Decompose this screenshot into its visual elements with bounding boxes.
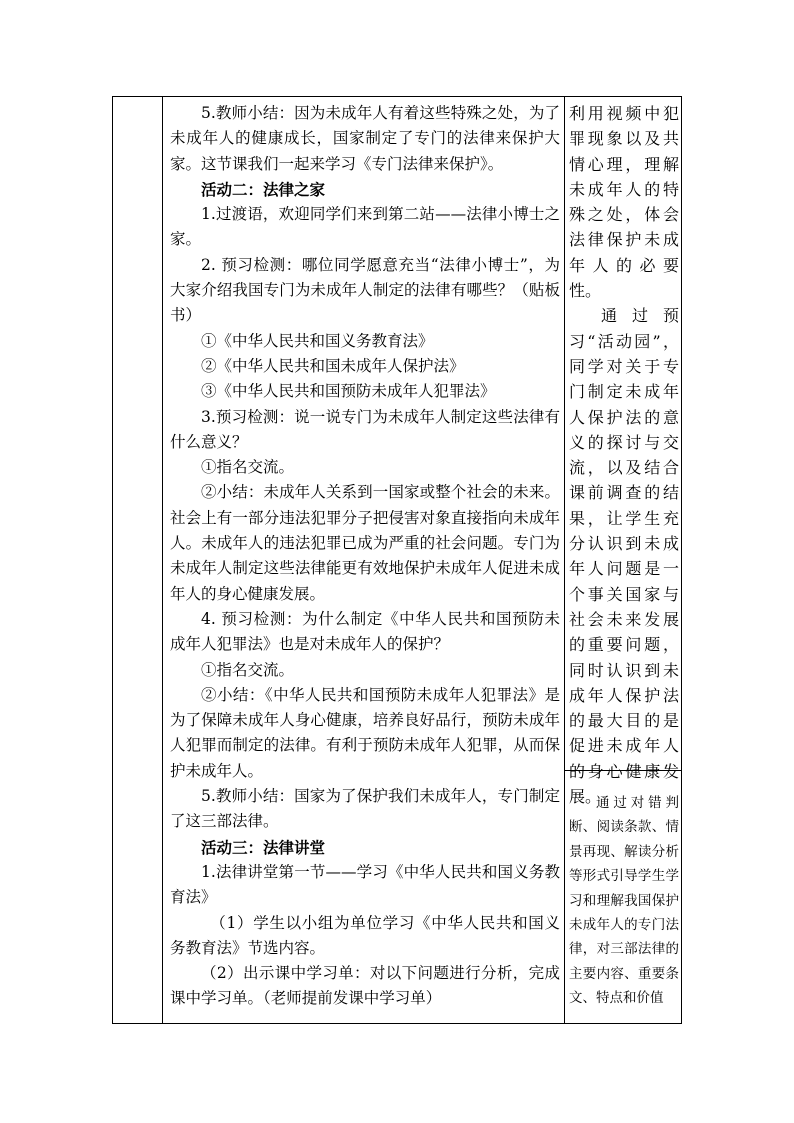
activity-heading: 活动二：法律之家 [201,179,326,199]
paragraph: 5.教师小结：国家为了保护我们未成年人，专门制定了这三部法律。 [170,787,560,831]
design-note: 通过对错判断、阅读条款、情景再现、解读分析等形式引导学生学习和理解我国保护未成年人的专门法律，对三部法律的主要内容、重要条文、特点和价值 [569,795,679,1007]
design-intent-cell-2 [569,791,679,1011]
paragraph: （1）学生以小组为单位学习《中华人民共和国义务教育法》节选内容。 [170,913,560,957]
lesson-plan-table [112,96,682,1024]
design-note: 通过预习“活动园”，同学对关于专门制定未成年人保护法的意义的探讨与交流，以及结合课前调查的结果，让学生充分认识到未成年人问题是一个事关国家与社会未来发展的重要问题，同时认识到未成年人保护法的最大目的是促进未成年人的身心健康发展。 [569,306,679,807]
paragraph: 2. 预习检测：哪位同学愿意充当“法律小博士”，为大家介绍我国专门为未成年人制定的法律有哪些？（贴板书） [170,255,560,325]
paragraph: ①《中华人民共和国义务教育法》 [201,331,434,350]
paragraph: ②《中华人民共和国未成年人保护法》 [201,356,465,375]
column-divider-right [564,97,565,1023]
paragraph: 1.法律讲堂第一节——学习《中华人民共和国义务教育法》 [170,862,560,907]
paragraph: 1.过渡语，欢迎同学们来到第二站——法律小博士之家。 [170,205,560,249]
paragraph: ①指名交流。 [201,660,295,679]
paragraph: 5.教师小结：因为未成年人有着这些特殊之处，为了未成年人的健康成长，国家制定了专门的法律来保护大家。这节课我们一起来学习《专门法律来保护》。 [170,104,560,173]
teaching-process-column [170,101,560,1012]
paragraph: ③《中华人民共和国预防未成年人犯罪法》 [201,382,496,401]
activity-heading: 活动三：法律讲堂 [201,837,326,857]
design-note: 利用视频中犯罪现象以及共情心理，理解未成年人的特殊之处，体会法律保护未成年人的必要性。 [569,104,679,301]
paragraph: ①指名交流。 [201,458,295,477]
paragraph: 4. 预习检测：为什么制定《中华人民共和国预防未成年人犯罪法》也是对未成年人的保护？ [170,609,560,654]
paragraph: ②小结：未成年人关系到一国家或整个社会的未来。社会上有一部分违法犯罪分子把侵害对象直接指向未成年人。未成年人的违法犯罪已成为严重的社会问题。专门为未成年人制定这些法律能更有效地保护未成年人促进未成年人的身心健康发展。 [170,483,560,603]
paragraph: 3.预习检测：说一说专门为未成年人制定这些法律有什么意义？ [170,407,560,451]
column-divider-left [162,97,163,1023]
paragraph: ②小结：《中华人民共和国预防未成年人犯罪法》是为了保障未成年人身心健康，培养良好品行，预防未成年人犯罪而制定的法律。有利于预防未成年人犯罪，从而保护未成年人。 [170,685,560,780]
design-intent-cell-1 [569,101,679,809]
paragraph: （2）出示课中学习单：对以下问题进行分析，完成课中学习单。（老师提前发课中学习单） [170,964,560,1008]
